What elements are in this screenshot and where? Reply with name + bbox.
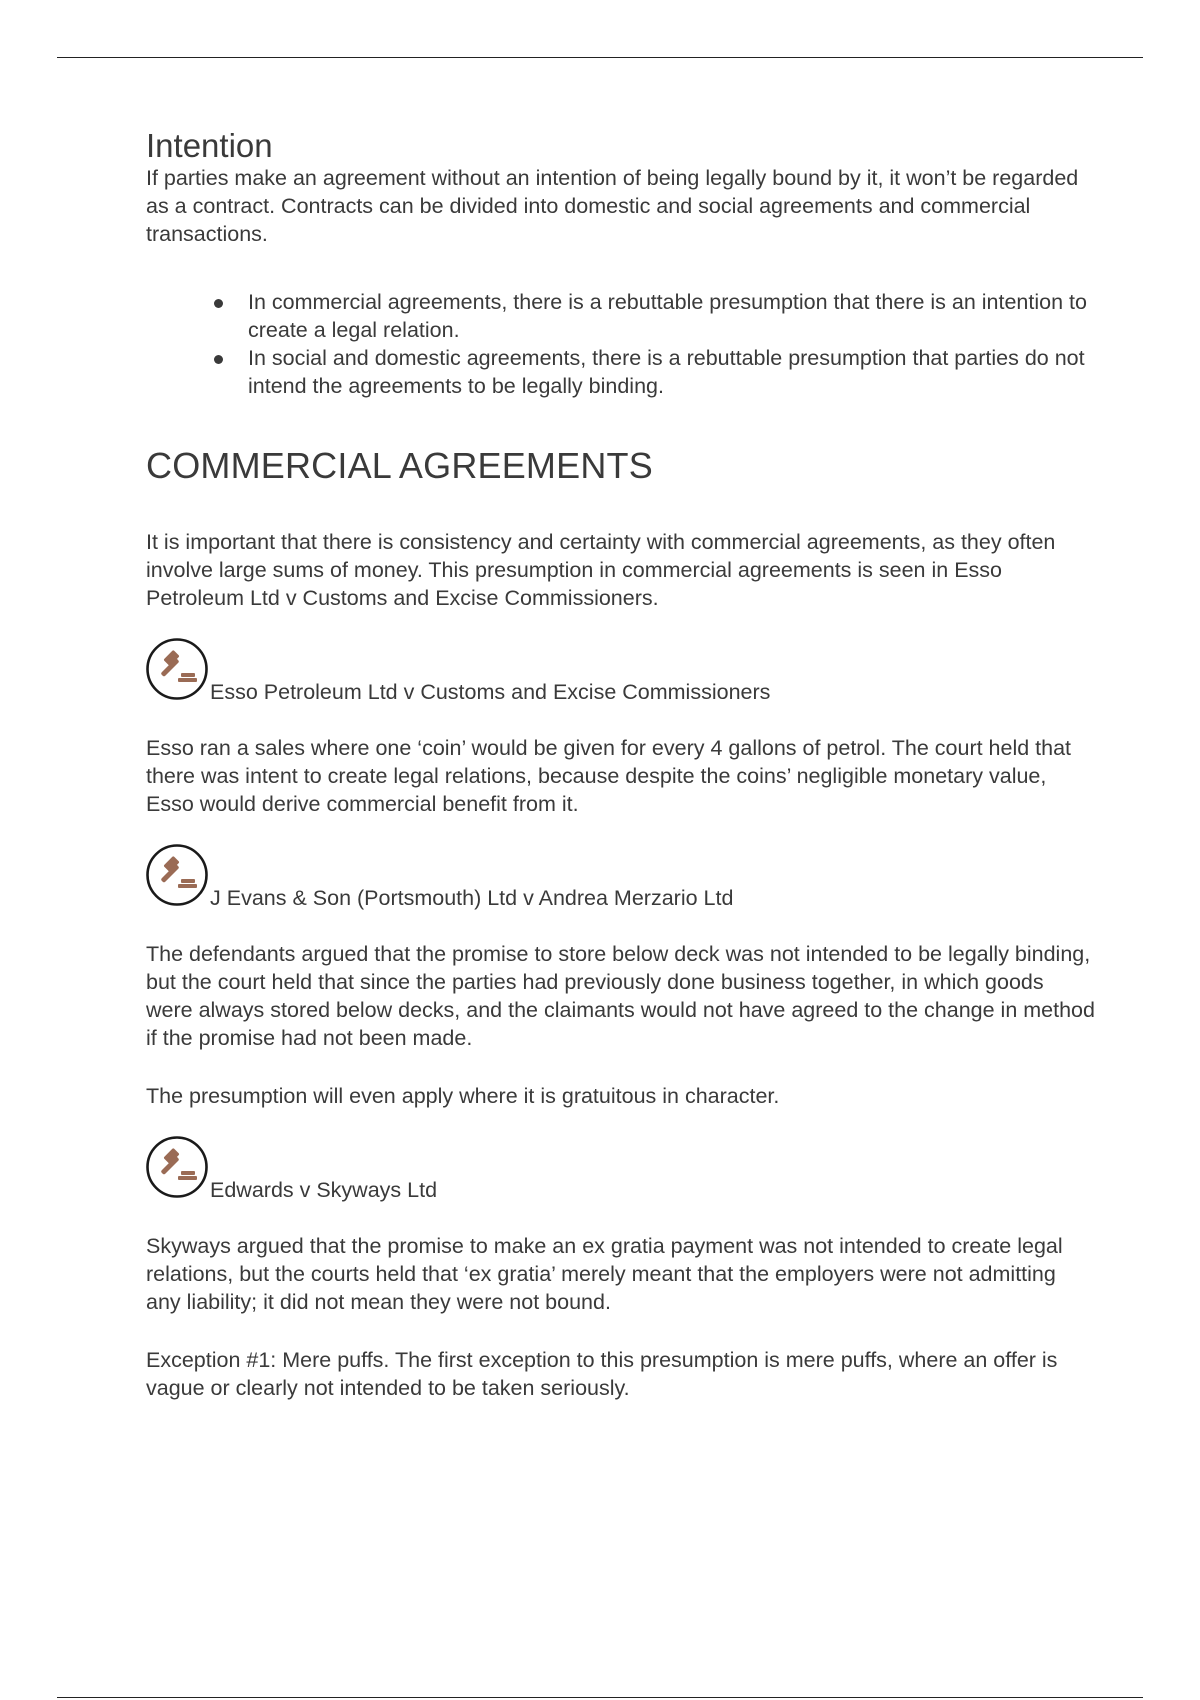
list-item: [248, 344, 1096, 400]
list-item-text: In commercial agreements, there is a rebuttable presumption that there is an intention to create a legal relation.: [248, 290, 1087, 342]
list-item-text: In social and domestic agreements, there is a rebuttable presumption that parties do not intend the agreements to be legally binding.: [248, 346, 1085, 398]
case-heading: [146, 844, 1096, 914]
case-title: J Evans & Son (Portsmouth) Ltd v Andrea Merzario Ltd: [210, 886, 734, 910]
case-title: Edwards v Skyways Ltd: [210, 1178, 438, 1202]
header-rule: [57, 57, 1143, 58]
section-title-commercial: COMMERCIAL AGREEMENTS: [146, 445, 653, 486]
bullet-icon: [214, 299, 223, 308]
footer-rule: [57, 1697, 1143, 1698]
gavel-icon: [146, 844, 212, 910]
intention-intro: If parties make an agreement without an intention of being legally bound by it, it won’t be regarded as a contract. Contracts can be divided into domestic and social agreements and commercial transactions.: [146, 166, 1079, 246]
exception-paragraph: Exception #1: Mere puffs. The first exception to this presumption is mere puffs, where an offer is vague or clearly not intended to be taken seriously.: [146, 1348, 1058, 1400]
gratuitous-note: The presumption will even apply where it is gratuitous in character.: [146, 1084, 780, 1108]
case-title: Esso Petroleum Ltd v Customs and Excise Commissioners: [210, 680, 771, 704]
bullet-icon: [214, 355, 223, 364]
presumption-list: [146, 288, 1096, 400]
document-body: [146, 128, 1096, 1402]
list-item: [248, 288, 1096, 344]
case-summary: The defendants argued that the promise to store below deck was not intended to be legally binding, but the court held that since the parties had previously done business together, in which goods were always stored below decks, and the claimants would not have agreed to the change in method if the promise had not been made.: [146, 942, 1095, 1050]
case-heading: [146, 1136, 1096, 1206]
gavel-icon: [146, 638, 212, 704]
case-heading: [146, 638, 1096, 708]
case-summary: Skyways argued that the promise to make an ex gratia payment was not intended to create legal relations, but the courts held that ‘ex gratia’ merely meant that the employers were not admitting any liability; it did not mean they were not bound.: [146, 1234, 1063, 1314]
gavel-icon: [146, 1136, 212, 1202]
commercial-intro: It is important that there is consistency and certainty with commercial agreements, as they often involve large sums of money. This presumption in commercial agreements is seen in Esso Petroleum Ltd v Customs and Excise Commissioners.: [146, 530, 1056, 610]
case-summary: Esso ran a sales where one ‘coin’ would be given for every 4 gallons of petrol. The court held that there was intent to create legal relations, because despite the coins’ negligible monetary value, Esso would derive commercial benefit from it.: [146, 736, 1072, 816]
section-title-intention: Intention: [146, 127, 273, 164]
